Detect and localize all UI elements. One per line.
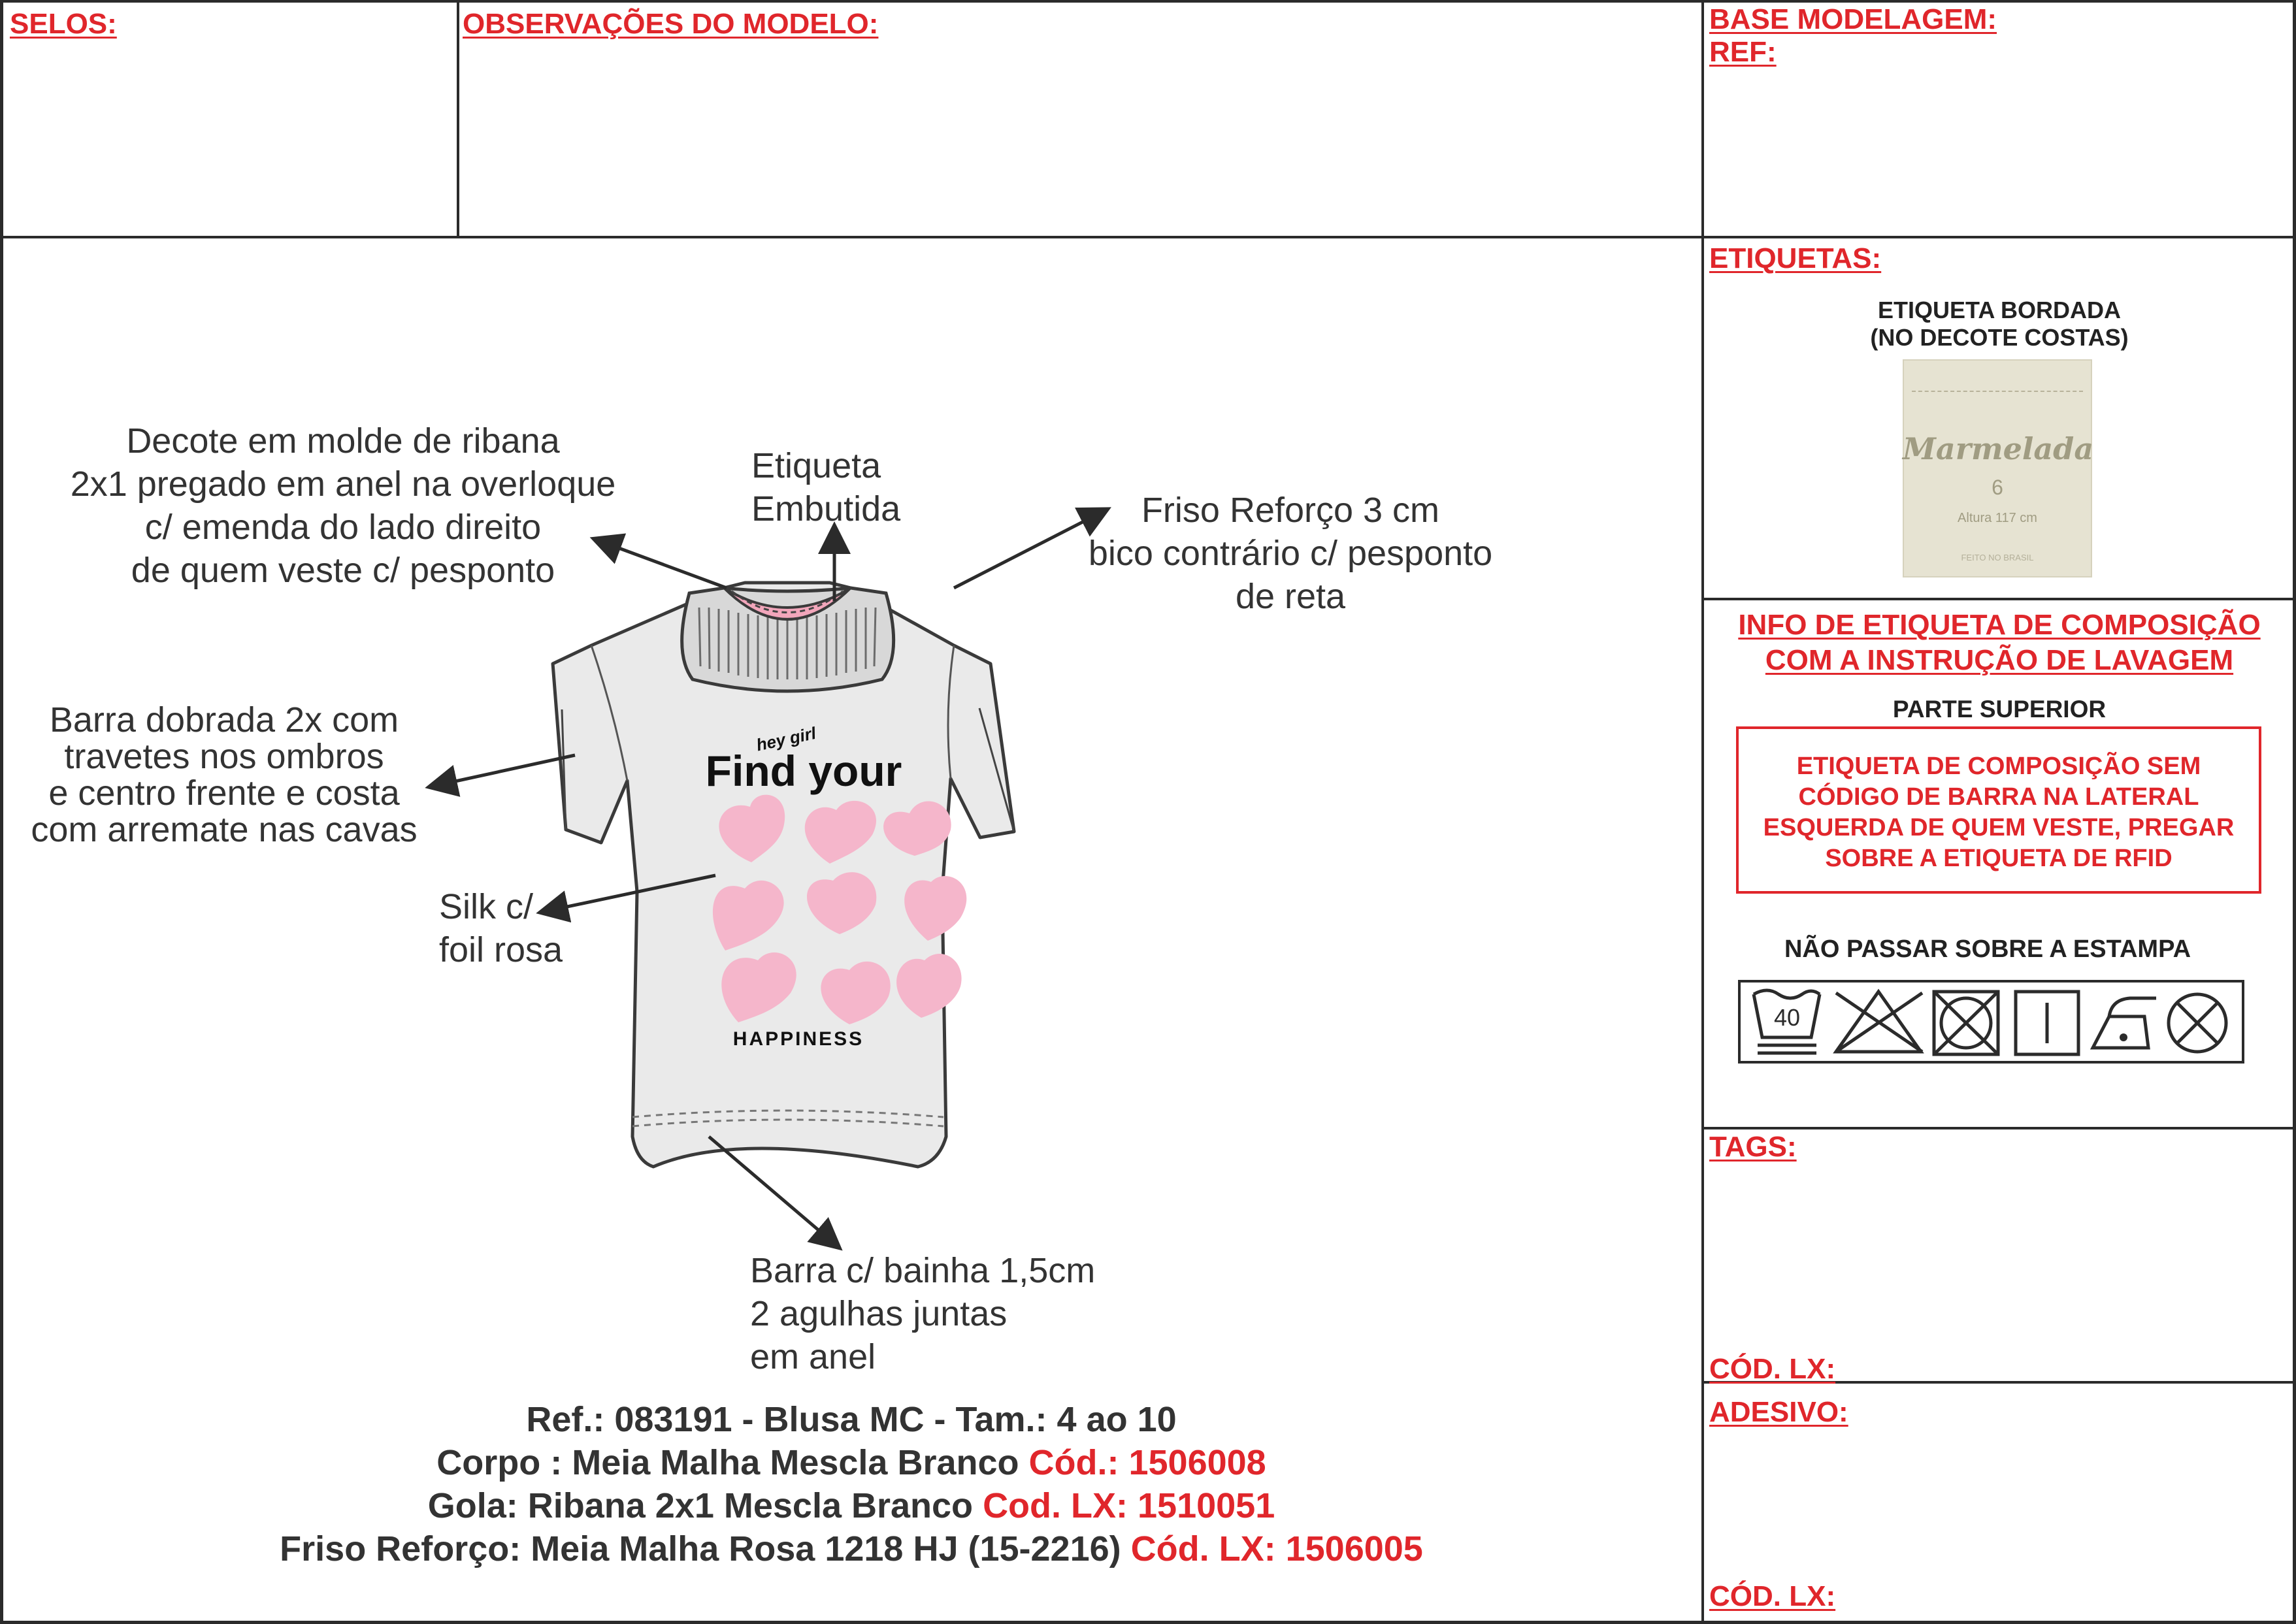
etiqueta-height: Altura 117 cm [1958, 511, 2037, 525]
base-modelagem-label: BASE MODELAGEM: [1709, 3, 1997, 35]
arrow-barra-bainha [709, 1137, 838, 1246]
hearts-print [713, 795, 966, 1024]
etiqueta-bordada-title: ETIQUETA BORDADA (NO DECOTE COSTAS) [1870, 297, 2129, 351]
ref-label: REF: [1709, 36, 1777, 68]
spec-ref-line: Ref.: 083191 - Blusa MC - Tam.: 4 ao 10 [526, 1400, 1177, 1439]
etiqueta-size: 6 [1992, 476, 2003, 499]
print-footer: HAPPINESS [732, 1028, 864, 1050]
print-headline: Find your [705, 747, 902, 795]
composicao-divider [1701, 1127, 2296, 1129]
annotation-etiqueta: Etiqueta Embutida [751, 446, 901, 528]
adesivo-cod-lx-label: CÓD. LX: [1709, 1580, 1836, 1612]
spec-corpo-line: Corpo : Meia Malha Mescla Branco Cód.: 1506008 [436, 1443, 1266, 1482]
etiquetas-divider [1701, 598, 2296, 600]
frame-bottom [0, 1621, 2296, 1624]
composicao-instruction-box: ETIQUETA DE COMPOSIÇÃO SEM CÓDIGO DE BARRA NA LATERAL ESQUERDA DE QUEM VESTE, PREGAR SOBRE A ETIQUETA DE RFID [1736, 726, 2261, 894]
nao-passar-warning: NÃO PASSAR SOBRE A ESTAMPA [1784, 935, 2191, 963]
svg-text:40: 40 [1773, 1004, 1801, 1031]
etiquetas-label: ETIQUETAS: [1709, 242, 1882, 274]
arrow-barra-dobrada [431, 755, 575, 787]
spec-friso-line: Friso Reforço: Meia Malha Rosa 1218 HJ (15-2216) Cód. LX: 1506005 [280, 1529, 1423, 1568]
spec-gola-line: Gola: Ribana 2x1 Mescla Branco Cod. LX: 1510051 [427, 1486, 1275, 1525]
annotation-barra-dobrada: Barra dobrada 2x com travetes nos ombros e centro frente e costa com arremate nas cavas [31, 700, 418, 849]
etiqueta-bordada-sample [1903, 359, 2092, 577]
adesivo-label: ADESIVO: [1709, 1396, 1848, 1428]
etiqueta-brand: Marmelada [1903, 431, 2094, 466]
annotation-barra-bainha: Barra c/ bainha 1,5cm 2 agulhas juntas em anel [750, 1251, 1096, 1376]
annotation-silk: Silk c/ foil rosa [439, 887, 563, 969]
composicao-title: INFO DE ETIQUETA DE COMPOSIÇÃO COM A INSTRUÇÃO DE LAVAGEM [1738, 609, 2261, 676]
annotation-decote: Decote em molde de ribana 2x1 pregado em anel na overloque c/ emenda do lado direito de quem veste c/ pesponto [70, 421, 616, 590]
selos-label: SELOS: [10, 8, 117, 40]
parte-superior-label: PARTE SUPERIOR [1892, 696, 2107, 723]
frame-top [0, 0, 2296, 3]
print-small-text: hey girl [754, 723, 818, 755]
annotation-friso: Friso Reforço 3 cm bico contrário c/ pesponto de reta [1088, 491, 1493, 616]
observacoes-label: OBSERVAÇÕES DO MODELO: [463, 8, 879, 40]
tags-cod-lx-label: CÓD. LX: [1709, 1353, 1836, 1385]
selos-divider [457, 0, 459, 237]
etiqueta-made-in: FEITO NO BRASIL [1961, 553, 2034, 562]
tags-label: TAGS: [1709, 1131, 1797, 1163]
care-symbols [1738, 980, 2244, 1065]
